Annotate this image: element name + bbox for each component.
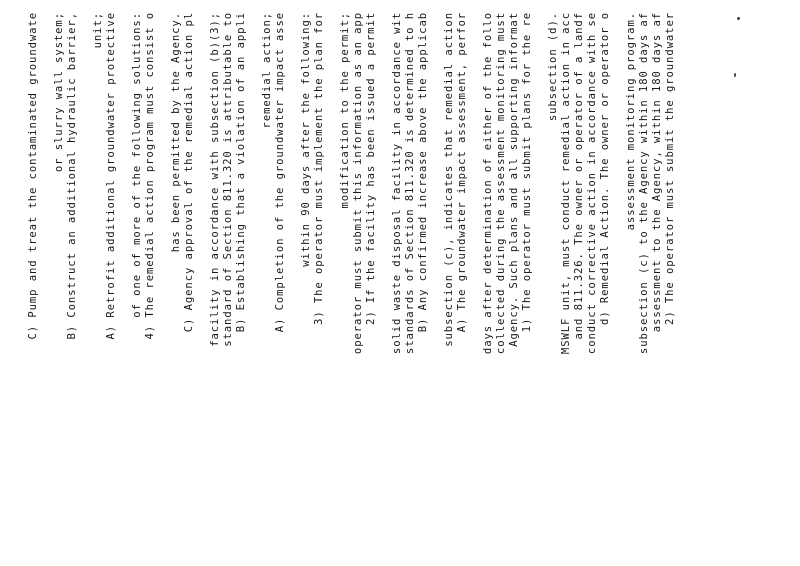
text-line: 3) The operator must implement the plan for bbox=[313, 12, 325, 325]
text-line: facility in accordance with subsection (b)(3); bbox=[209, 12, 221, 347]
text-line: collected during the assessment monitoring must bbox=[495, 12, 507, 355]
text-line: unit; bbox=[92, 12, 104, 49]
text-line: remedial action; bbox=[261, 12, 273, 129]
text-line: subsection (d). bbox=[547, 12, 559, 122]
text-line: or slurry wall system; bbox=[53, 12, 65, 173]
text-line: days after determination of either of the follo bbox=[482, 12, 494, 355]
text-line: solid waste disposal facility in accordance wit bbox=[391, 12, 403, 355]
text-line: has been permitted by the Agency. bbox=[170, 12, 182, 253]
text-line: modification to the permit; bbox=[339, 12, 351, 209]
text-line: C) Agency approval of the remedial action pl bbox=[183, 12, 195, 333]
text-line: subsection (c), indicates that remedial action bbox=[443, 12, 455, 347]
text-line: standards of Section 811.320 is determined to h bbox=[404, 12, 416, 355]
text-line: B) Any confirmed increase above the applicab bbox=[417, 12, 429, 333]
text-line: 2) The operator must submit the groundwater bbox=[664, 12, 676, 325]
text-line: 1) The operator must submit plans for the re bbox=[521, 12, 533, 333]
scan-speck bbox=[737, 17, 740, 20]
text-line: C) Pump and treat the contaminated groundwate bbox=[27, 12, 39, 340]
text-line: d) Remedial Action. The owner or operator o bbox=[599, 12, 611, 325]
text-line: conduct corrective action in accordance with se bbox=[586, 12, 598, 355]
text-line: B) Establishing that a violation of an appli bbox=[235, 12, 247, 333]
text-line: Agency. Such plans and all supporting informat bbox=[508, 12, 520, 347]
text-line: MSWLF unit, must conduct remedial action in acc bbox=[560, 12, 572, 355]
text-line: within 90 days after the following: bbox=[300, 12, 312, 267]
text-line: B) Construct an additional hydraulic barrier, bbox=[66, 12, 78, 340]
text-line: assessment to the Agency, within 180 days af bbox=[651, 12, 663, 333]
text-line: standard of Section 811.320 is attributable to bbox=[222, 12, 234, 347]
text-line: A) Retrofit additional groundwater protective bbox=[105, 12, 117, 340]
text-line: A) The groundwater impact assessment, perfor bbox=[456, 12, 468, 333]
text-line: subsection (c) to the Agency within 180 days af bbox=[638, 12, 650, 355]
scan-speck bbox=[734, 73, 736, 77]
text-line: operator must submit this information as an app bbox=[352, 12, 364, 355]
text-line: and 811.326. The owner or operator of a landf bbox=[573, 12, 585, 340]
text-line: of one of more of the following solutions: bbox=[131, 12, 143, 318]
text-line: 4) The remedial action program must consist o bbox=[144, 12, 156, 340]
text-line: A) Completion of the groundwater impact asse bbox=[274, 12, 286, 333]
text-line: assessment monitoring program. bbox=[625, 12, 637, 231]
text-line: 2) If the facility has been issued a permit bbox=[365, 12, 377, 325]
